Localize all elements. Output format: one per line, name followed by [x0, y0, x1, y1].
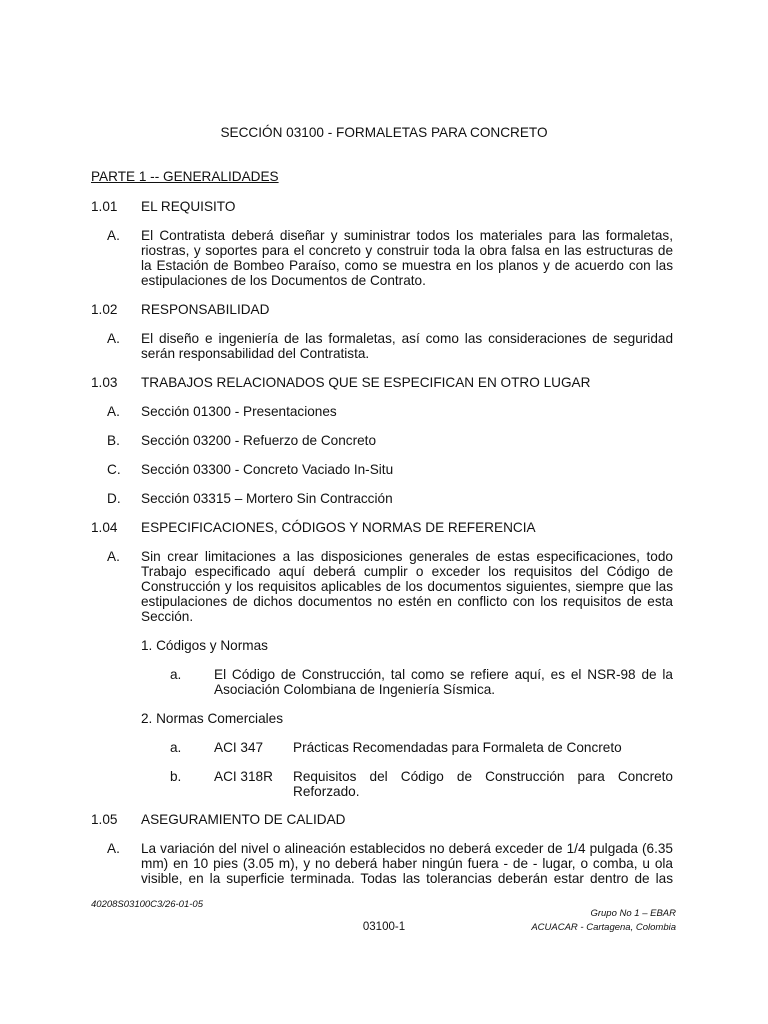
item-letter: b. — [170, 769, 182, 784]
list-item: Sección 03315 – Mortero Sin Contracción — [141, 491, 393, 506]
section-title: SECCIÓN 03100 - FORMALETAS PARA CONCRETO — [220, 125, 548, 140]
item-letter: A. — [107, 841, 120, 856]
paragraph: El diseño e ingeniería de las formaletas, así como las consideraciones de seguridad serán responsabilidad del Contratista. — [141, 331, 673, 361]
sublist-label: 2. Normas Comerciales — [141, 711, 284, 726]
footer-group: Grupo No 1 – EBAR — [590, 908, 676, 919]
page-number: 03100-1 — [362, 921, 406, 933]
item-letter: a. — [170, 667, 182, 682]
standard-title: Prácticas Recomendadas para Formaleta de Concreto — [293, 740, 622, 755]
section-heading: EL REQUISITO — [141, 199, 236, 214]
item-letter: A. — [107, 331, 120, 346]
item-letter: A. — [107, 404, 120, 419]
section-number: 1.02 — [91, 302, 118, 317]
item-letter: B. — [107, 433, 120, 448]
standard-code: ACI 347 — [214, 740, 264, 755]
list-item: Sección 01300 - Presentaciones — [141, 404, 337, 419]
section-number: 1.04 — [91, 520, 118, 535]
item-letter: D. — [107, 491, 121, 506]
item-letter: C. — [107, 462, 121, 477]
paragraph: Sin crear limitaciones a las disposiciones generales de estas especificaciones, todo Trabajo especificado aquí deberá cumplir o exceder los requisitos del Código de Construcción y los requisitos aplicables de los documentos siguientes, siempre que las estipulaciones de dichos documentos no estén en conflicto con los requisitos de esta Sección. — [141, 549, 673, 624]
list-item: Sección 03200 - Refuerzo de Concreto — [141, 433, 377, 448]
paragraph: El Código de Construcción, tal como se refiere aquí, es el NSR-98 de la Asociación Colombiana de Ingeniería Sísmica. — [214, 667, 673, 697]
paragraph: La variación del nivel o alineación establecidos no deberá exceder de 1/4 pulgada (6.35 mm) en 10 pies (3.05 m), y no deberá haber ningún fuera - de - lugar, o comba, u ola visible, en la superficie terminada. Todas las tolerancias deberán estar dentro de las — [141, 841, 673, 886]
sublist-label: 1. Códigos y Normas — [141, 638, 268, 653]
footer-client: ACUACAR - Cartagena, Colombia — [531, 922, 676, 933]
item-letter: A. — [107, 228, 120, 243]
section-number: 1.05 — [91, 812, 118, 827]
section-number: 1.03 — [91, 375, 118, 390]
section-number: 1.01 — [91, 199, 118, 214]
item-letter: a. — [170, 740, 182, 755]
part-heading: PARTE 1 -- GENERALIDADES — [91, 169, 279, 184]
section-heading: TRABAJOS RELACIONADOS QUE SE ESPECIFICAN EN OTRO LUGAR — [141, 375, 591, 390]
section-heading: ASEGURAMIENTO DE CALIDAD — [141, 812, 346, 827]
item-letter: A. — [107, 549, 120, 564]
paragraph: El Contratista deberá diseñar y suministrar todos los materiales para las formaletas, riostras, y soportes para el concreto y construir toda la obra falsa en las estructuras de la Estación de Bombeo Paraíso, como se muestra en los planos y de acuerdo con las estipulaciones de los Documentos de Contrato. — [141, 228, 673, 288]
standard-title: Requisitos del Código de Construcción para Concreto Reforzado. — [293, 769, 673, 799]
section-heading: RESPONSABILIDAD — [141, 302, 270, 317]
list-item: Sección 03300 - Concreto Vaciado In-Situ — [141, 462, 394, 477]
section-heading: ESPECIFICACIONES, CÓDIGOS Y NORMAS DE REFERENCIA — [141, 520, 536, 535]
footer-doc-code: 40208S03100C3/26-01-05 — [91, 899, 203, 910]
standard-code: ACI 318R — [214, 769, 273, 784]
